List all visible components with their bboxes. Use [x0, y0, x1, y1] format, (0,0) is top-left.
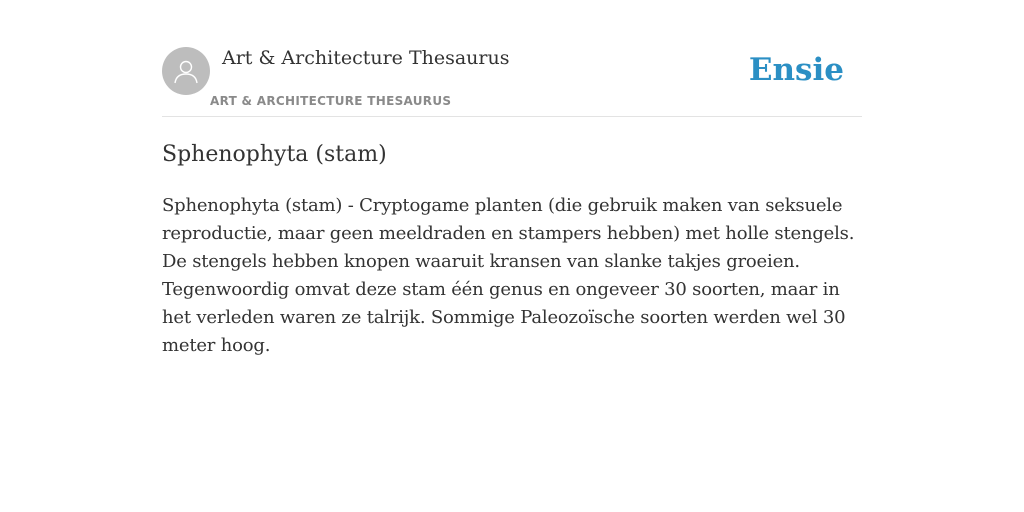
author-subtitle: ART & ARCHITECTURE THESAURUS — [210, 94, 452, 108]
author-header — [162, 0, 862, 117]
ensie-logo[interactable]: Ensie — [748, 52, 844, 88]
content-container — [162, 0, 862, 356]
article-title: Sphenophyta (stam) — [162, 142, 387, 167]
user-silhouette-icon — [171, 56, 201, 86]
author-avatar[interactable] — [162, 47, 210, 95]
author-name-link[interactable]: Art & Architecture Thesaurus — [222, 47, 510, 69]
article-body: Sphenophyta (stam) - Cryptogame planten (die gebruik maken van seksuele reproductie, maar geen meeldraden en stampers hebben) met holle stengels. De stengels hebben knopen waaruit kransen van slanke takjes groeien. Tegenwoordig omvat deze stam één genus en ongeveer 30 soorten, maar in het verleden waren ze talrijk. Sommige Paleozoïsche soorten werden wel 30 meter hoog. — [162, 195, 855, 356]
